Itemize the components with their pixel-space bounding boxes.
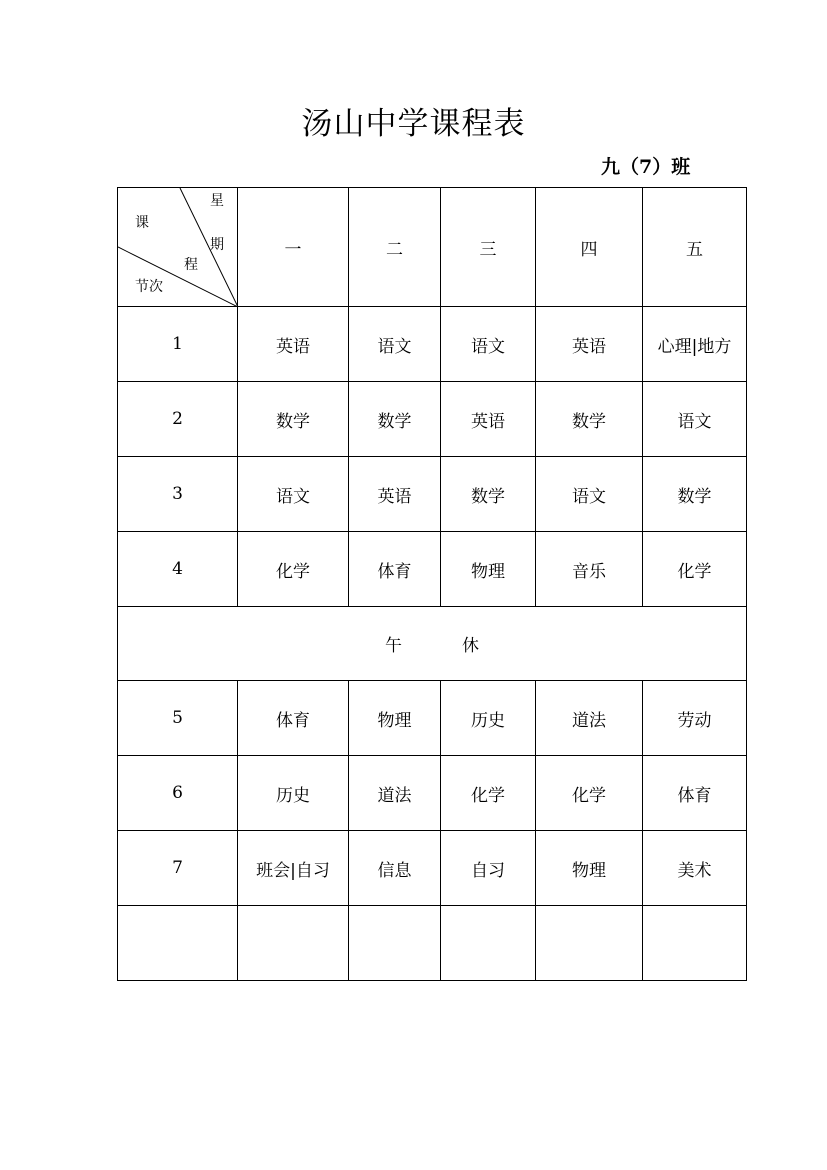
class-cell (643, 906, 747, 981)
class-label: 九（7）班 (601, 156, 691, 178)
class-cell (349, 906, 441, 981)
table-row (118, 307, 747, 382)
period-number: 6 (118, 756, 238, 831)
period-number: 5 (118, 681, 238, 756)
class-cell: 化学 (441, 756, 536, 831)
class-cell: 英语 (349, 457, 441, 532)
class-cell: 道法 (349, 756, 441, 831)
period-number (118, 906, 238, 981)
lunch-break-cell (118, 607, 747, 681)
class-cell: 化学 (643, 532, 747, 607)
class-cell: 数学 (349, 382, 441, 457)
class-cell (536, 906, 643, 981)
class-cell: 语文 (643, 382, 747, 457)
corner-label-xing: 星 (210, 193, 224, 209)
class-cell: 数学 (536, 382, 643, 457)
class-cell: 英语 (536, 307, 643, 382)
period-number: 2 (118, 382, 238, 457)
class-cell: 心理|地方 (643, 307, 747, 382)
class-cell: 语文 (536, 457, 643, 532)
class-cell: 历史 (238, 756, 349, 831)
corner-cell (118, 188, 238, 307)
day-header-1: 一 (238, 188, 349, 307)
table-row (118, 457, 747, 532)
period-number: 4 (118, 532, 238, 607)
class-cell: 信息 (349, 831, 441, 906)
period-number: 3 (118, 457, 238, 532)
lunch-label-xiu: 休 (462, 636, 479, 656)
corner-label-ke: 课 (135, 215, 149, 231)
class-cell: 语文 (349, 307, 441, 382)
table-row (118, 906, 747, 981)
class-cell: 物理 (349, 681, 441, 756)
day-header-2: 二 (349, 188, 441, 307)
lunch-row (118, 607, 747, 681)
day-header-5: 五 (643, 188, 747, 307)
class-cell: 美术 (643, 831, 747, 906)
class-cell (238, 906, 349, 981)
corner-label-cheng: 程 (184, 257, 198, 273)
table-row (118, 756, 747, 831)
corner-label-jieci: 节次 (135, 279, 163, 295)
class-cell: 道法 (536, 681, 643, 756)
day-header-4: 四 (536, 188, 643, 307)
corner-label-qi: 期 (210, 237, 224, 253)
class-cell: 数学 (441, 457, 536, 532)
class-cell: 语文 (238, 457, 349, 532)
class-cell: 物理 (441, 532, 536, 607)
class-cell: 音乐 (536, 532, 643, 607)
class-cell: 劳动 (643, 681, 747, 756)
class-cell: 体育 (349, 532, 441, 607)
class-cell: 化学 (536, 756, 643, 831)
header-row (118, 188, 747, 307)
class-cell: 自习 (441, 831, 536, 906)
class-cell: 数学 (238, 382, 349, 457)
class-cell: 语文 (441, 307, 536, 382)
period-number: 7 (118, 831, 238, 906)
class-cell: 英语 (238, 307, 349, 382)
class-cell: 物理 (536, 831, 643, 906)
table-row (118, 382, 747, 457)
class-cell (441, 906, 536, 981)
table-row (118, 831, 747, 906)
class-cell: 历史 (441, 681, 536, 756)
class-cell: 体育 (238, 681, 349, 756)
lunch-label-wu: 午 (385, 636, 402, 656)
class-cell: 英语 (441, 382, 536, 457)
class-cell: 化学 (238, 532, 349, 607)
table-row (118, 532, 747, 607)
day-header-3: 三 (441, 188, 536, 307)
period-number: 1 (118, 307, 238, 382)
class-cell: 班会|自习 (238, 831, 349, 906)
table-row (118, 681, 747, 756)
schedule-table (117, 187, 747, 981)
page-title: 汤山中学课程表 (301, 106, 526, 142)
class-cell: 体育 (643, 756, 747, 831)
class-cell: 数学 (643, 457, 747, 532)
